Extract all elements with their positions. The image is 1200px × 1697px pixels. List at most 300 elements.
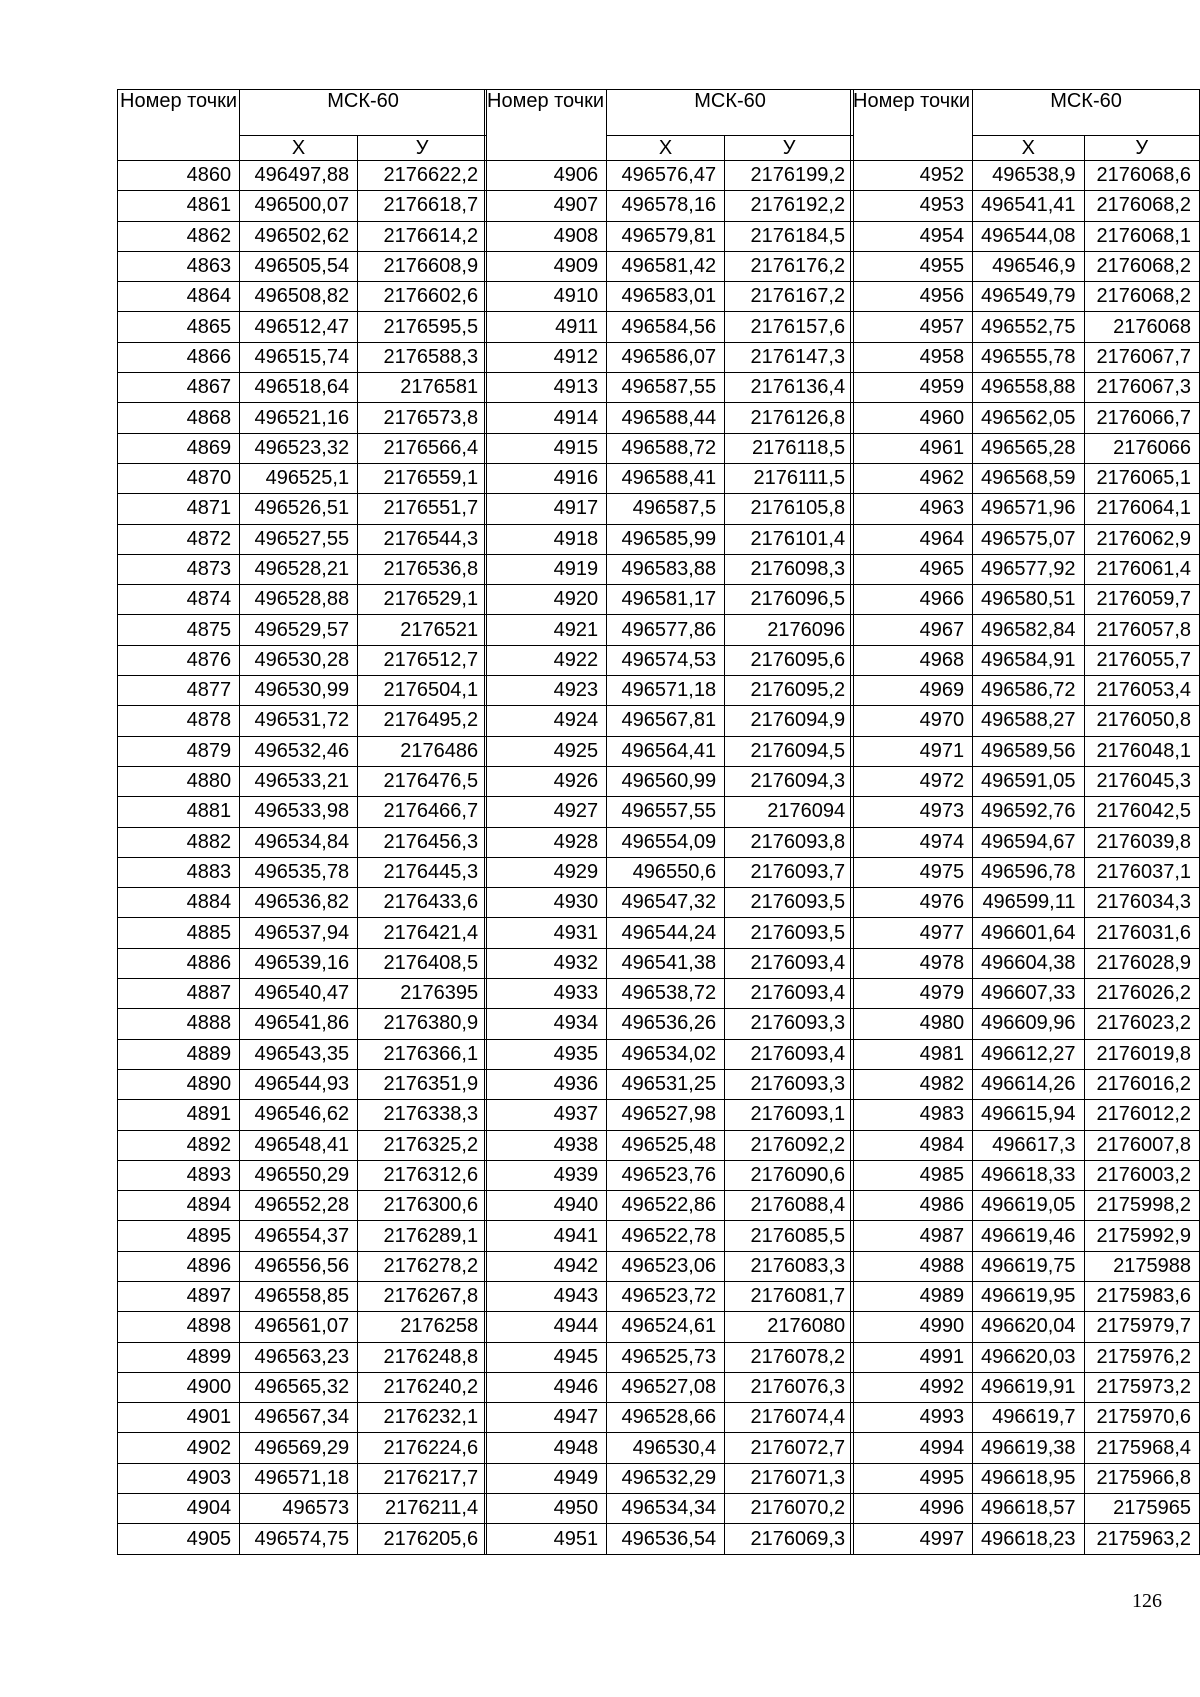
cell-point-number: 4910 xyxy=(485,282,607,312)
cell-y: 2176101,4 xyxy=(725,524,854,554)
table-row xyxy=(118,312,487,342)
cell-y: 2175970,6 xyxy=(1084,1403,1200,1433)
table-row xyxy=(851,1372,1200,1402)
cell-y: 2176199,2 xyxy=(725,161,854,191)
table-row xyxy=(118,736,487,766)
table-row xyxy=(851,463,1200,493)
cell-x: 496588,41 xyxy=(607,463,725,493)
cell-x: 496555,78 xyxy=(973,342,1084,372)
table-row xyxy=(851,1130,1200,1160)
cell-x: 496549,79 xyxy=(973,282,1084,312)
cell-y: 2176048,1 xyxy=(1084,736,1200,766)
table-row xyxy=(485,463,854,493)
cell-y: 2175968,4 xyxy=(1084,1433,1200,1463)
table-row xyxy=(851,706,1200,736)
cell-x: 496580,51 xyxy=(973,585,1084,615)
cell-point-number: 4864 xyxy=(118,282,240,312)
cell-x: 496586,07 xyxy=(607,342,725,372)
cell-x: 496564,41 xyxy=(607,736,725,766)
cell-point-number: 4928 xyxy=(485,827,607,857)
cell-x: 496544,08 xyxy=(973,221,1084,251)
cell-x: 496525,73 xyxy=(607,1342,725,1372)
cell-y: 2176028,9 xyxy=(1084,948,1200,978)
table-row xyxy=(118,1433,487,1463)
table-row xyxy=(485,1251,854,1281)
cell-point-number: 4885 xyxy=(118,918,240,948)
table-row xyxy=(118,463,487,493)
cell-point-number: 4918 xyxy=(485,524,607,554)
table-row xyxy=(485,1009,854,1039)
cell-x: 496583,88 xyxy=(607,554,725,584)
cell-x: 496588,72 xyxy=(607,433,725,463)
cell-x: 496523,32 xyxy=(240,433,358,463)
cell-y: 2176476,5 xyxy=(358,766,487,796)
table-body xyxy=(118,161,487,1555)
cell-point-number: 4917 xyxy=(485,494,607,524)
cell-x: 496557,55 xyxy=(607,797,725,827)
cell-point-number: 4924 xyxy=(485,706,607,736)
header-x: Х xyxy=(240,136,358,161)
cell-y: 2176055,7 xyxy=(1084,645,1200,675)
cell-point-number: 4952 xyxy=(851,161,973,191)
cell-y: 2176098,3 xyxy=(725,554,854,584)
cell-y: 2176093,7 xyxy=(725,857,854,887)
cell-point-number: 4886 xyxy=(118,948,240,978)
cell-y: 2176064,1 xyxy=(1084,494,1200,524)
table-row xyxy=(118,1009,487,1039)
cell-y: 2176184,5 xyxy=(725,221,854,251)
cell-y: 2176211,4 xyxy=(358,1494,487,1524)
cell-point-number: 4956 xyxy=(851,282,973,312)
cell-point-number: 4877 xyxy=(118,676,240,706)
cell-x: 496585,99 xyxy=(607,524,725,554)
table-row xyxy=(118,1069,487,1099)
cell-y: 2176093,4 xyxy=(725,979,854,1009)
cell-point-number: 4975 xyxy=(851,857,973,887)
cell-point-number: 4951 xyxy=(485,1524,607,1554)
cell-x: 496607,33 xyxy=(973,979,1084,1009)
cell-point-number: 4872 xyxy=(118,524,240,554)
cell-y: 2176325,2 xyxy=(358,1130,487,1160)
cell-point-number: 4982 xyxy=(851,1069,973,1099)
cell-point-number: 4931 xyxy=(485,918,607,948)
cell-point-number: 4938 xyxy=(485,1130,607,1160)
table-row xyxy=(485,615,854,645)
table-row xyxy=(851,1039,1200,1069)
cell-y: 2176366,1 xyxy=(358,1039,487,1069)
table-row xyxy=(485,797,854,827)
table-row xyxy=(851,857,1200,887)
table-row xyxy=(485,494,854,524)
header-point-number: Номер точки xyxy=(851,90,973,161)
cell-point-number: 4961 xyxy=(851,433,973,463)
cell-x: 496552,28 xyxy=(240,1191,358,1221)
cell-x: 496536,82 xyxy=(240,888,358,918)
cell-x: 496614,26 xyxy=(973,1069,1084,1099)
cell-y: 2176034,3 xyxy=(1084,888,1200,918)
cell-y: 2176248,8 xyxy=(358,1342,487,1372)
cell-y: 2176289,1 xyxy=(358,1221,487,1251)
cell-x: 496563,23 xyxy=(240,1342,358,1372)
cell-y: 2176095,6 xyxy=(725,645,854,675)
table-row xyxy=(851,1403,1200,1433)
table-row xyxy=(118,403,487,433)
cell-x: 496541,86 xyxy=(240,1009,358,1039)
page-number: 126 xyxy=(1132,1590,1162,1612)
cell-x: 496604,38 xyxy=(973,948,1084,978)
table-row xyxy=(485,524,854,554)
cell-x: 496521,16 xyxy=(240,403,358,433)
cell-y: 2176544,3 xyxy=(358,524,487,554)
cell-x: 496556,56 xyxy=(240,1251,358,1281)
table-row xyxy=(485,827,854,857)
cell-y: 2176529,1 xyxy=(358,585,487,615)
cell-point-number: 4963 xyxy=(851,494,973,524)
cell-y: 2175983,6 xyxy=(1084,1281,1200,1311)
table-row xyxy=(485,1494,854,1524)
table-row xyxy=(118,888,487,918)
cell-y: 2176065,1 xyxy=(1084,463,1200,493)
cell-y: 2176061,4 xyxy=(1084,554,1200,584)
table-row xyxy=(118,1281,487,1311)
cell-x: 496574,53 xyxy=(607,645,725,675)
cell-x: 496540,47 xyxy=(240,979,358,1009)
table-row xyxy=(118,1221,487,1251)
cell-y: 2176147,3 xyxy=(725,342,854,372)
table-row xyxy=(851,736,1200,766)
table-row xyxy=(851,161,1200,191)
cell-y: 2176536,8 xyxy=(358,554,487,584)
cell-point-number: 4957 xyxy=(851,312,973,342)
table-row xyxy=(118,494,487,524)
cell-y: 2176081,7 xyxy=(725,1281,854,1311)
table-row xyxy=(485,282,854,312)
table-row xyxy=(851,221,1200,251)
cell-y: 2176068,2 xyxy=(1084,282,1200,312)
cell-y: 2176105,8 xyxy=(725,494,854,524)
cell-y: 2176312,6 xyxy=(358,1160,487,1190)
table-row xyxy=(851,342,1200,372)
cell-point-number: 4873 xyxy=(118,554,240,584)
table-row xyxy=(485,1130,854,1160)
cell-point-number: 4965 xyxy=(851,554,973,584)
cell-y: 2176581 xyxy=(358,373,487,403)
cell-y: 2176456,3 xyxy=(358,827,487,857)
table-row xyxy=(485,857,854,887)
cell-point-number: 4940 xyxy=(485,1191,607,1221)
cell-y: 2175965 xyxy=(1084,1494,1200,1524)
table-row xyxy=(118,645,487,675)
table-row xyxy=(851,524,1200,554)
cell-y: 2176351,9 xyxy=(358,1069,487,1099)
cell-point-number: 4900 xyxy=(118,1372,240,1402)
cell-x: 496530,28 xyxy=(240,645,358,675)
table-row xyxy=(851,191,1200,221)
cell-y: 2176267,8 xyxy=(358,1281,487,1311)
cell-x: 496518,64 xyxy=(240,373,358,403)
table-row xyxy=(118,1463,487,1493)
table-row xyxy=(485,645,854,675)
table-row xyxy=(118,282,487,312)
cell-y: 2176232,1 xyxy=(358,1403,487,1433)
cell-x: 496546,9 xyxy=(973,251,1084,281)
table-row xyxy=(118,554,487,584)
cell-y: 2176078,2 xyxy=(725,1342,854,1372)
table-row xyxy=(118,1494,487,1524)
table-row xyxy=(851,1009,1200,1039)
cell-x: 496581,17 xyxy=(607,585,725,615)
cell-point-number: 4997 xyxy=(851,1524,973,1554)
table-row xyxy=(485,251,854,281)
cell-x: 496618,57 xyxy=(973,1494,1084,1524)
table-row xyxy=(851,1463,1200,1493)
table-row xyxy=(118,676,487,706)
table-row xyxy=(118,948,487,978)
cell-x: 496620,03 xyxy=(973,1342,1084,1372)
cell-point-number: 4865 xyxy=(118,312,240,342)
table-row xyxy=(485,1039,854,1069)
cell-point-number: 4919 xyxy=(485,554,607,584)
cell-y: 2176602,6 xyxy=(358,282,487,312)
cell-x: 496619,05 xyxy=(973,1191,1084,1221)
cell-y: 2176205,6 xyxy=(358,1524,487,1554)
cell-point-number: 4913 xyxy=(485,373,607,403)
cell-y: 2176096 xyxy=(725,615,854,645)
cell-y: 2176012,2 xyxy=(1084,1100,1200,1130)
header-y: У xyxy=(1084,136,1200,161)
cell-point-number: 4889 xyxy=(118,1039,240,1069)
cell-x: 496544,24 xyxy=(607,918,725,948)
cell-point-number: 4926 xyxy=(485,766,607,796)
cell-x: 496587,5 xyxy=(607,494,725,524)
header-coordinate-system: МСК-60 xyxy=(240,90,487,136)
cell-x: 496525,1 xyxy=(240,463,358,493)
cell-y: 2176003,2 xyxy=(1084,1160,1200,1190)
table-row xyxy=(118,373,487,403)
table-row xyxy=(118,1312,487,1342)
cell-x: 496532,46 xyxy=(240,736,358,766)
cell-x: 496523,72 xyxy=(607,1281,725,1311)
cell-point-number: 4861 xyxy=(118,191,240,221)
cell-point-number: 4944 xyxy=(485,1312,607,1342)
table-row xyxy=(851,1069,1200,1099)
cell-point-number: 4862 xyxy=(118,221,240,251)
cell-x: 496546,62 xyxy=(240,1100,358,1130)
table-row xyxy=(851,282,1200,312)
table-row xyxy=(118,979,487,1009)
cell-y: 2176224,6 xyxy=(358,1433,487,1463)
cell-x: 496573 xyxy=(240,1494,358,1524)
cell-x: 496536,54 xyxy=(607,1524,725,1554)
cell-y: 2176072,7 xyxy=(725,1433,854,1463)
cell-x: 496594,67 xyxy=(973,827,1084,857)
table-row xyxy=(851,1221,1200,1251)
cell-point-number: 4980 xyxy=(851,1009,973,1039)
cell-point-number: 4946 xyxy=(485,1372,607,1402)
cell-y: 2176618,7 xyxy=(358,191,487,221)
cell-x: 496567,81 xyxy=(607,706,725,736)
table-row xyxy=(851,1342,1200,1372)
cell-point-number: 4984 xyxy=(851,1130,973,1160)
table-row xyxy=(851,1312,1200,1342)
cell-x: 496534,02 xyxy=(607,1039,725,1069)
cell-y: 2176088,4 xyxy=(725,1191,854,1221)
table-row xyxy=(118,827,487,857)
cell-point-number: 4988 xyxy=(851,1251,973,1281)
cell-x: 496524,61 xyxy=(607,1312,725,1342)
cell-x: 496618,23 xyxy=(973,1524,1084,1554)
cell-x: 496617,3 xyxy=(973,1130,1084,1160)
cell-point-number: 4936 xyxy=(485,1069,607,1099)
cell-point-number: 4994 xyxy=(851,1433,973,1463)
cell-y: 2176068,6 xyxy=(1084,161,1200,191)
cell-point-number: 4866 xyxy=(118,342,240,372)
table-row xyxy=(118,1342,487,1372)
cell-y: 2176338,3 xyxy=(358,1100,487,1130)
table-row xyxy=(118,524,487,554)
cell-y: 2176093,8 xyxy=(725,827,854,857)
cell-point-number: 4896 xyxy=(118,1251,240,1281)
cell-x: 496538,9 xyxy=(973,161,1084,191)
cell-y: 2176486 xyxy=(358,736,487,766)
table-row xyxy=(851,585,1200,615)
cell-point-number: 4932 xyxy=(485,948,607,978)
cell-point-number: 4868 xyxy=(118,403,240,433)
cell-point-number: 4954 xyxy=(851,221,973,251)
header-y: У xyxy=(725,136,854,161)
cell-y: 2176094,5 xyxy=(725,736,854,766)
cell-y: 2176093,4 xyxy=(725,1039,854,1069)
cell-point-number: 4974 xyxy=(851,827,973,857)
cell-y: 2176118,5 xyxy=(725,433,854,463)
cell-x: 496620,04 xyxy=(973,1312,1084,1342)
table-row xyxy=(851,827,1200,857)
table-row xyxy=(851,312,1200,342)
table-row xyxy=(851,1251,1200,1281)
cell-point-number: 4949 xyxy=(485,1463,607,1493)
cell-point-number: 4983 xyxy=(851,1100,973,1130)
cell-x: 496588,44 xyxy=(607,403,725,433)
cell-x: 496554,37 xyxy=(240,1221,358,1251)
cell-point-number: 4995 xyxy=(851,1463,973,1493)
cell-x: 496535,78 xyxy=(240,857,358,887)
cell-x: 496592,76 xyxy=(973,797,1084,827)
cell-x: 496586,72 xyxy=(973,676,1084,706)
cell-x: 496505,54 xyxy=(240,251,358,281)
cell-y: 2176094,9 xyxy=(725,706,854,736)
cell-x: 496589,56 xyxy=(973,736,1084,766)
table-row xyxy=(485,736,854,766)
cell-y: 2176093,1 xyxy=(725,1100,854,1130)
cell-y: 2176157,6 xyxy=(725,312,854,342)
cell-point-number: 4893 xyxy=(118,1160,240,1190)
cell-y: 2176176,2 xyxy=(725,251,854,281)
cell-x: 496618,33 xyxy=(973,1160,1084,1190)
cell-point-number: 4867 xyxy=(118,373,240,403)
cell-y: 2176053,4 xyxy=(1084,676,1200,706)
cell-y: 2176066 xyxy=(1084,433,1200,463)
cell-point-number: 4907 xyxy=(485,191,607,221)
cell-point-number: 4959 xyxy=(851,373,973,403)
table-row xyxy=(118,1251,487,1281)
cell-point-number: 4878 xyxy=(118,706,240,736)
cell-point-number: 4894 xyxy=(118,1191,240,1221)
cell-y: 2176076,3 xyxy=(725,1372,854,1402)
cell-x: 496534,34 xyxy=(607,1494,725,1524)
cell-x: 496565,32 xyxy=(240,1372,358,1402)
cell-x: 496609,96 xyxy=(973,1009,1084,1039)
cell-point-number: 4911 xyxy=(485,312,607,342)
cell-point-number: 4947 xyxy=(485,1403,607,1433)
table-row xyxy=(118,766,487,796)
cell-y: 2176092,2 xyxy=(725,1130,854,1160)
cell-y: 2176016,2 xyxy=(1084,1069,1200,1099)
table-row xyxy=(485,342,854,372)
cell-x: 496562,05 xyxy=(973,403,1084,433)
header-coordinate-system: МСК-60 xyxy=(973,90,1200,136)
table-row xyxy=(851,888,1200,918)
cell-point-number: 4950 xyxy=(485,1494,607,1524)
cell-point-number: 4991 xyxy=(851,1342,973,1372)
cell-y: 2176068 xyxy=(1084,312,1200,342)
cell-y: 2176037,1 xyxy=(1084,857,1200,887)
cell-y: 2176512,7 xyxy=(358,645,487,675)
header-y: У xyxy=(358,136,487,161)
cell-x: 496533,21 xyxy=(240,766,358,796)
cell-point-number: 4914 xyxy=(485,403,607,433)
cell-x: 496525,48 xyxy=(607,1130,725,1160)
cell-point-number: 4869 xyxy=(118,433,240,463)
cell-y: 2176380,9 xyxy=(358,1009,487,1039)
cell-y: 2176068,2 xyxy=(1084,191,1200,221)
cell-point-number: 4955 xyxy=(851,251,973,281)
cell-point-number: 4979 xyxy=(851,979,973,1009)
cell-y: 2176622,2 xyxy=(358,161,487,191)
cell-x: 496548,41 xyxy=(240,1130,358,1160)
cell-x: 496554,09 xyxy=(607,827,725,857)
cell-x: 496558,85 xyxy=(240,1281,358,1311)
table-row xyxy=(851,1281,1200,1311)
cell-y: 2176023,2 xyxy=(1084,1009,1200,1039)
cell-y: 2176067,7 xyxy=(1084,342,1200,372)
cell-point-number: 4916 xyxy=(485,463,607,493)
cell-y: 2176614,2 xyxy=(358,221,487,251)
cell-x: 496527,55 xyxy=(240,524,358,554)
table-row xyxy=(118,1191,487,1221)
table-row xyxy=(118,1100,487,1130)
cell-x: 496533,98 xyxy=(240,797,358,827)
cell-point-number: 4883 xyxy=(118,857,240,887)
cell-point-number: 4987 xyxy=(851,1221,973,1251)
cell-x: 496530,99 xyxy=(240,676,358,706)
table-body xyxy=(851,161,1200,1555)
table-body xyxy=(485,161,854,1555)
cell-y: 2175992,9 xyxy=(1084,1221,1200,1251)
cell-point-number: 4871 xyxy=(118,494,240,524)
table-row xyxy=(851,403,1200,433)
table-row xyxy=(485,1433,854,1463)
cell-x: 496544,93 xyxy=(240,1069,358,1099)
cell-point-number: 4962 xyxy=(851,463,973,493)
table-row xyxy=(851,918,1200,948)
cell-point-number: 4967 xyxy=(851,615,973,645)
table-row xyxy=(485,221,854,251)
table-row xyxy=(851,979,1200,1009)
cell-x: 496531,72 xyxy=(240,706,358,736)
cell-y: 2176167,2 xyxy=(725,282,854,312)
cell-x: 496619,91 xyxy=(973,1372,1084,1402)
cell-point-number: 4953 xyxy=(851,191,973,221)
